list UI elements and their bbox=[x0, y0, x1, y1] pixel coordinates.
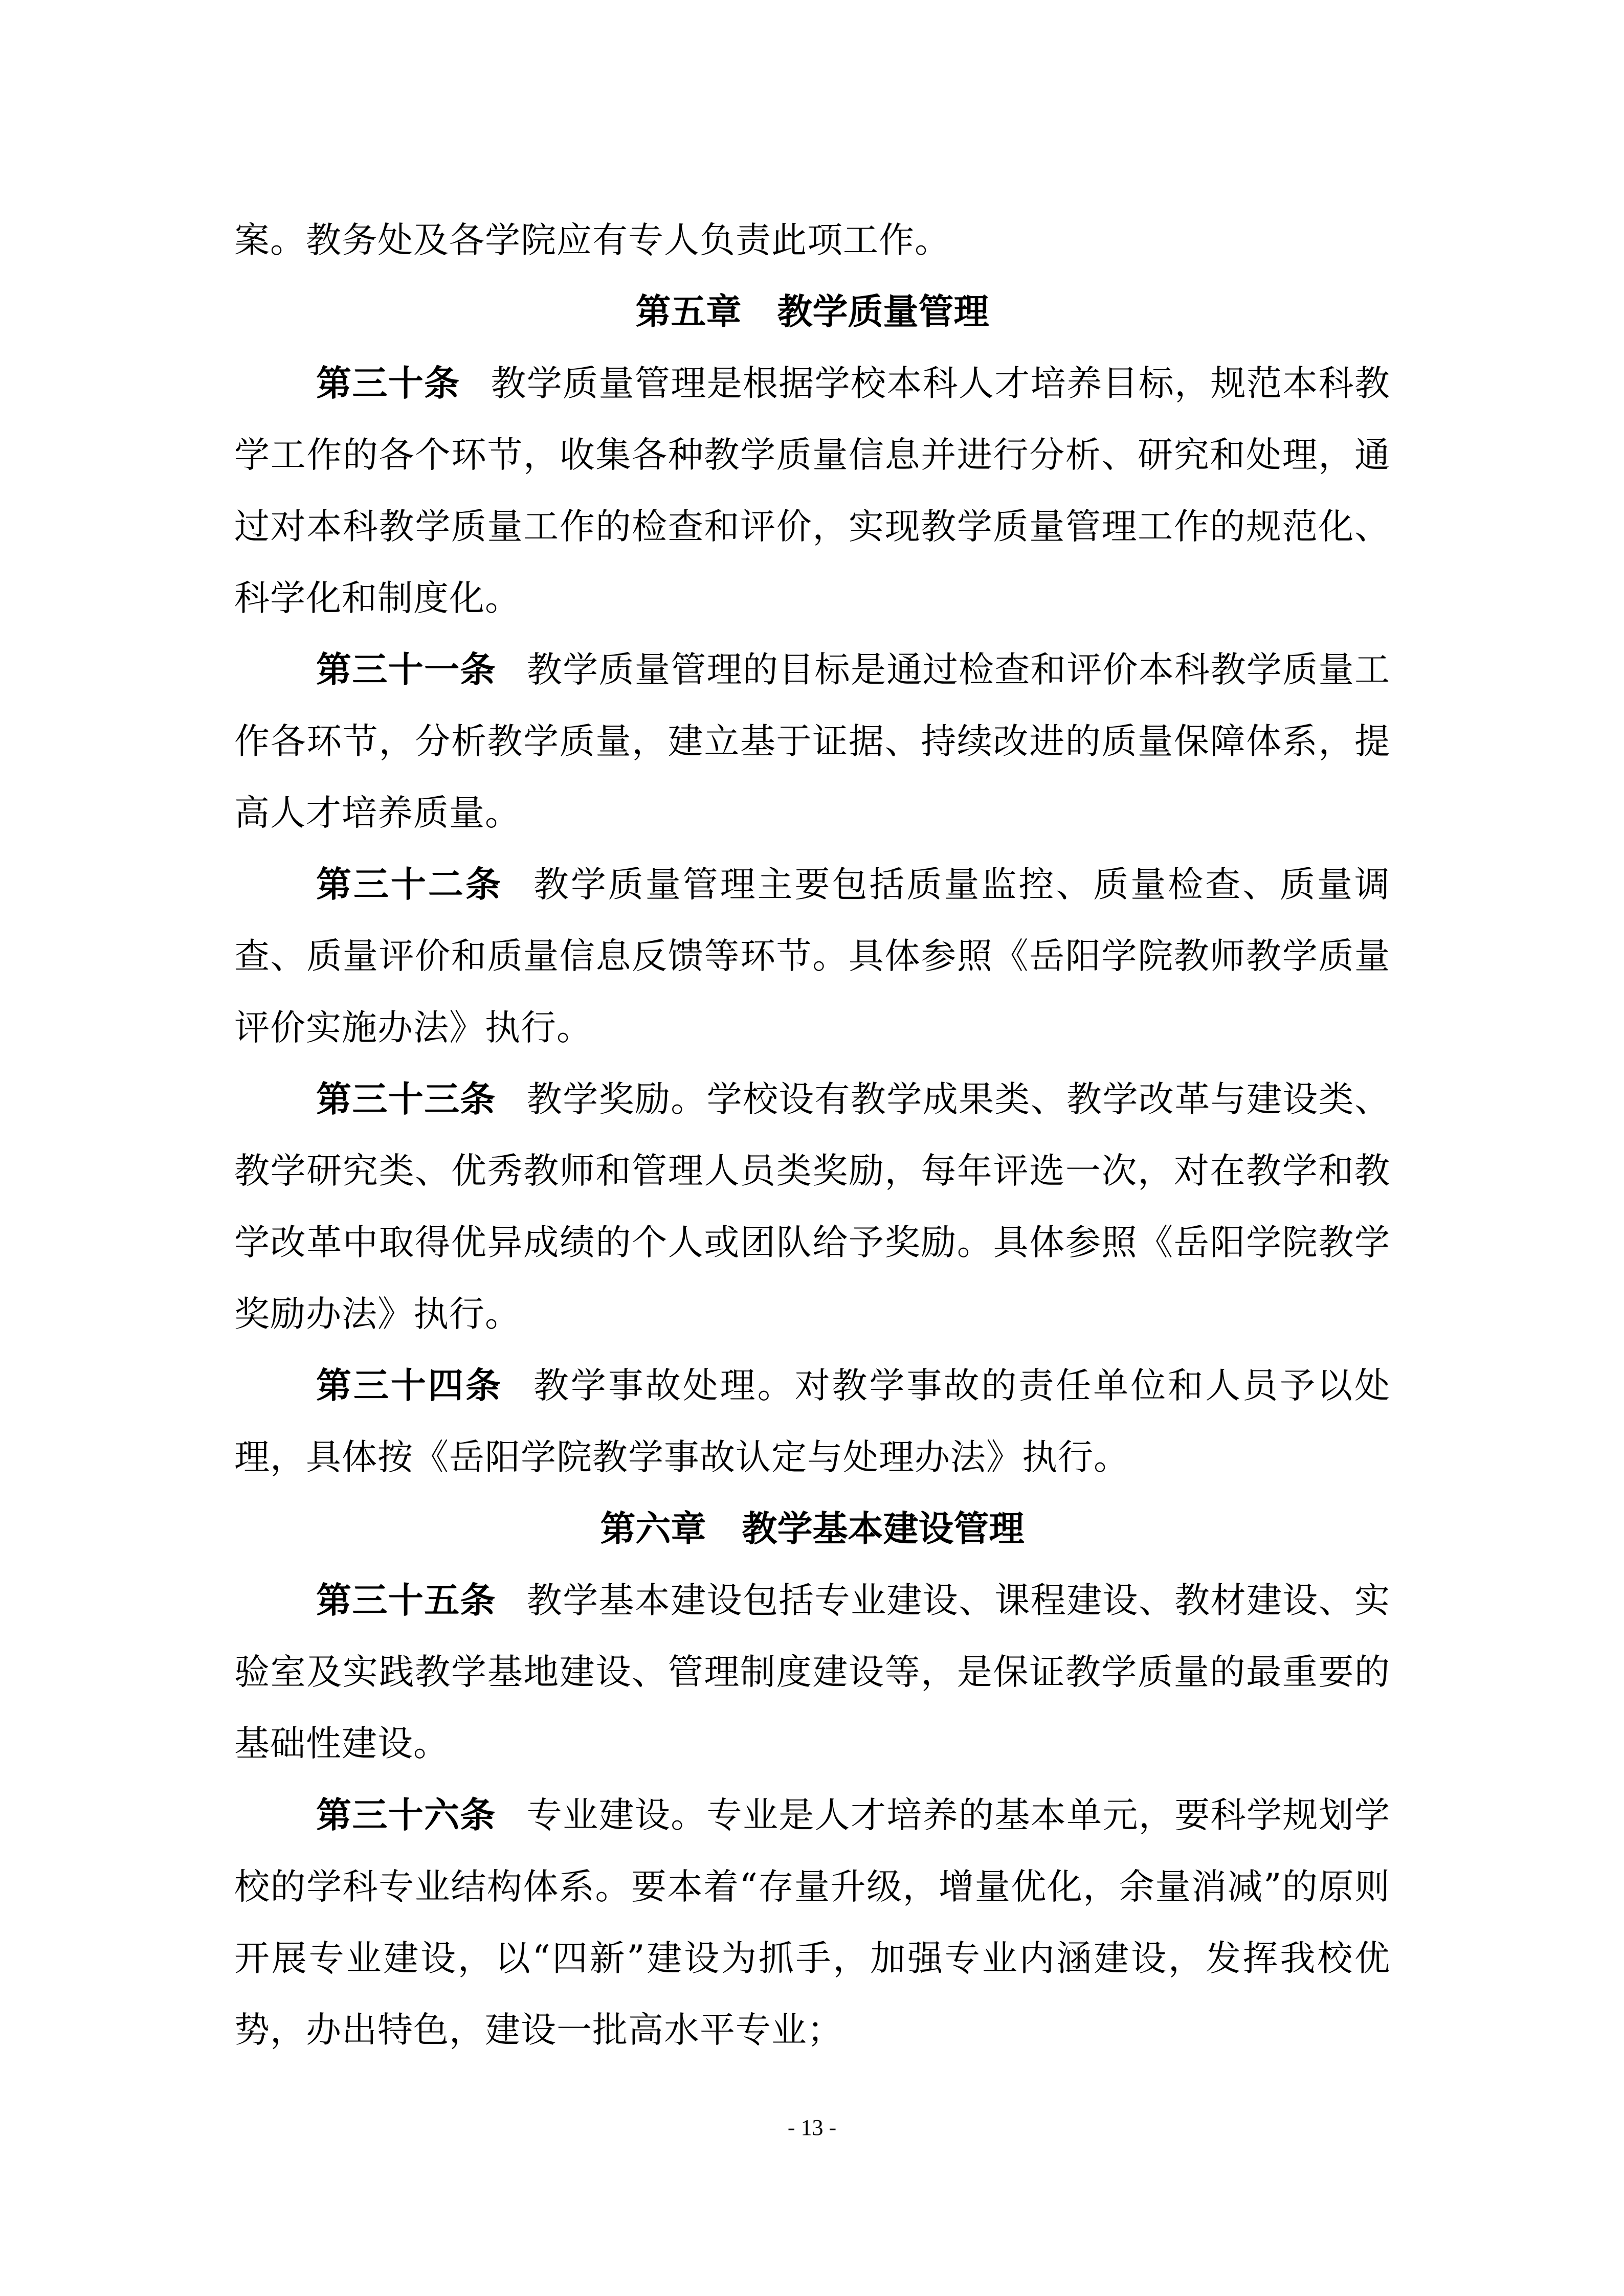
chapter-5-heading bbox=[234, 276, 1390, 348]
document-body bbox=[234, 205, 1390, 2066]
article-36 bbox=[234, 1780, 1390, 2066]
article-35 bbox=[234, 1565, 1390, 1780]
chapter-5-title: 教学质量管理 bbox=[777, 291, 989, 332]
article-32-label: 第三十二条 bbox=[316, 864, 503, 905]
chapter-6-heading bbox=[234, 1493, 1390, 1565]
article-36-text: 专业建设。专业是人才培养的基本单元，要科学规划学校的学科专业结构体系。要本着“存量升级，增量优化，余量消减”的原则开展专业建设，以“四新”建设为抓手，加强专业内涵建设，发挥我校优势，办出特色，建设一批高水平专业； bbox=[234, 1795, 1391, 2051]
article-36-label: 第三十六条 bbox=[316, 1794, 496, 1836]
article-30-text: 教学质量管理是根据学校本科人才培养目标，规范本科教学工作的各个环节，收集各种教学质量信息并进行分析、研究和处理，通过对本科教学质量工作的检查和评价，实现教学质量管理工作的规范化、科学化和制度化。 bbox=[234, 363, 1391, 619]
article-31-label: 第三十一条 bbox=[316, 649, 496, 690]
article-31-text: 教学质量管理的目标是通过检查和评价本科教学质量工作各环节，分析教学质量，建立基于证据、持续改进的质量保障体系，提高人才培养质量。 bbox=[234, 649, 1391, 834]
article-34 bbox=[234, 1350, 1390, 1493]
article-34-text: 教学事故处理。对教学事故的责任单位和人员予以处理，具体按《岳阳学院教学事故认定与处理办法》执行。 bbox=[234, 1365, 1391, 1478]
continuation-paragraph: 案。教务处及各学院应有专人负责此项工作。 bbox=[234, 220, 950, 261]
article-31 bbox=[234, 634, 1390, 849]
article-30-label: 第三十条 bbox=[316, 363, 460, 404]
article-35-label: 第三十五条 bbox=[316, 1580, 496, 1621]
article-34-label: 第三十四条 bbox=[316, 1365, 503, 1406]
article-33-text: 教学奖励。学校设有教学成果类、教学改革与建设类、教学研究类、优秀教师和管理人员类奖励，每年评选一次，对在教学和教学改革中取得优异成绩的个人或团队给予奖励。具体参照《岳阳学院教学奖励办法》执行。 bbox=[234, 1079, 1391, 1335]
chapter-6-title: 教学基本建设管理 bbox=[742, 1508, 1025, 1549]
article-33-label: 第三十三条 bbox=[316, 1078, 496, 1120]
article-30 bbox=[234, 348, 1390, 634]
article-35-text: 教学基本建设包括专业建设、课程建设、教材建设、实验室及实践教学基地建设、管理制度建设等，是保证教学质量的最重要的基础性建设。 bbox=[234, 1580, 1391, 1764]
chapter-5-number: 第五章 bbox=[635, 291, 742, 332]
article-32-text: 教学质量管理主要包括质量监控、质量检查、质量调查、质量评价和质量信息反馈等环节。具体参照《岳阳学院教师教学质量评价实施办法》执行。 bbox=[234, 864, 1391, 1048]
page-number: - 13 - bbox=[787, 2115, 837, 2140]
chapter-6-number: 第六章 bbox=[600, 1508, 706, 1549]
article-32 bbox=[234, 849, 1390, 1064]
article-33 bbox=[234, 1064, 1390, 1350]
